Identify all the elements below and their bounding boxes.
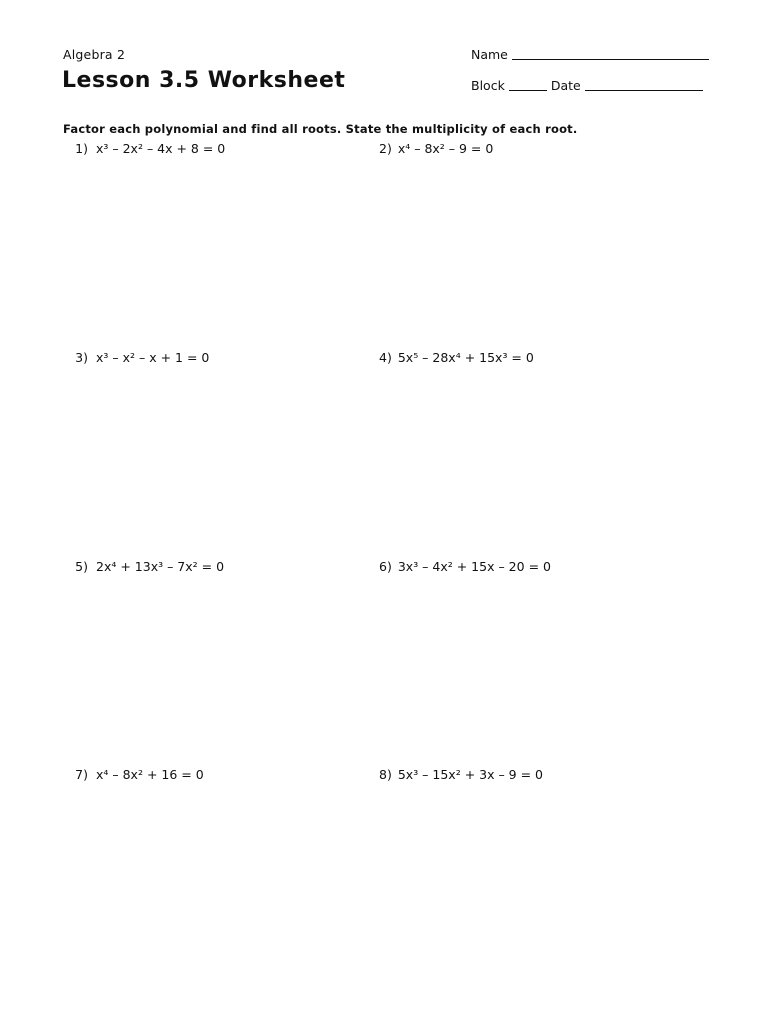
block-blank-line[interactable] bbox=[509, 78, 547, 91]
problem-expression: x³ – x² – x + 1 = 0 bbox=[96, 350, 210, 365]
date-blank-line[interactable] bbox=[585, 78, 703, 91]
problem-expression: 3x³ – 4x² + 15x – 20 = 0 bbox=[397, 559, 551, 574]
instructions: Factor each polynomial and find all roots. State the multiplicity of each root. bbox=[63, 122, 578, 136]
problem-7 bbox=[68, 767, 204, 782]
problem-number: 4) bbox=[379, 350, 392, 365]
worksheet-title: Lesson 3.5 Worksheet bbox=[62, 68, 346, 93]
problem-expression: 2x⁴ + 13x³ – 7x² = 0 bbox=[96, 559, 225, 574]
name-blank-line[interactable] bbox=[512, 47, 709, 60]
block-date-field bbox=[471, 78, 703, 93]
name-field bbox=[471, 47, 709, 62]
problem-number: 6) bbox=[379, 559, 392, 574]
problem-8 bbox=[379, 767, 543, 782]
problem-2 bbox=[379, 141, 493, 156]
problem-3 bbox=[68, 350, 209, 365]
problem-1 bbox=[68, 141, 225, 156]
problem-number: 7) bbox=[75, 767, 88, 782]
problem-number: 3) bbox=[75, 350, 88, 365]
problem-expression: 5x³ – 15x² + 3x – 9 = 0 bbox=[397, 767, 544, 782]
course-label: Algebra 2 bbox=[63, 47, 126, 62]
problem-expression: x⁴ – 8x² – 9 = 0 bbox=[397, 141, 494, 156]
problem-6 bbox=[379, 559, 551, 574]
problem-4 bbox=[379, 350, 534, 365]
problem-number: 1) bbox=[75, 141, 88, 156]
problem-expression: x⁴ – 8x² + 16 = 0 bbox=[96, 767, 204, 782]
problem-5 bbox=[68, 559, 224, 574]
problem-number: 2) bbox=[379, 141, 392, 156]
date-label: Date bbox=[550, 78, 581, 93]
problem-expression: x³ – 2x² – 4x + 8 = 0 bbox=[96, 141, 226, 156]
problem-expression: 5x⁵ – 28x⁴ + 15x³ = 0 bbox=[397, 350, 534, 365]
problem-number: 8) bbox=[379, 767, 392, 782]
problem-number: 5) bbox=[75, 559, 88, 574]
name-label: Name bbox=[471, 47, 508, 62]
block-label: Block bbox=[471, 78, 505, 93]
